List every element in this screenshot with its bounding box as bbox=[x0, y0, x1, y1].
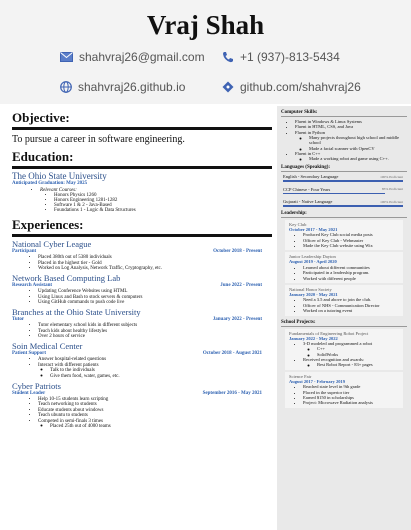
experience-bullet: • Placed 380th out of 5380 individuals bbox=[38, 255, 272, 260]
skill-subitem: ◦ Made a facial scanner with OpenCV bbox=[309, 146, 407, 151]
experience-item bbox=[12, 341, 272, 379]
project-subbullet: ◦ SolidWorks bbox=[317, 352, 399, 357]
experience-bullet: • Interact with different patients bbox=[38, 363, 272, 368]
language-bar bbox=[283, 193, 385, 195]
language-item bbox=[283, 187, 403, 195]
github-contact[interactable] bbox=[222, 80, 361, 94]
experience-org: Branches at the Ohio State University bbox=[12, 307, 141, 317]
objective-divider bbox=[12, 127, 272, 130]
objective-text: To pursue a career in software engineering. bbox=[12, 134, 185, 145]
experience-bullet: • Educate students about windows bbox=[38, 408, 272, 413]
language-label: CCP Chinese - Four Years bbox=[283, 186, 331, 192]
education-divider bbox=[12, 166, 272, 169]
language-bar bbox=[283, 180, 403, 182]
experiences-section bbox=[12, 217, 272, 429]
experience-org: Network Based Computing Lab bbox=[12, 273, 121, 283]
language-bar bbox=[283, 205, 403, 207]
header bbox=[0, 0, 411, 104]
experience-bullet: • Placed in the highest tier - Gold bbox=[38, 261, 272, 266]
leadership-bullet: • Produced Key Club social media posts bbox=[303, 232, 399, 237]
experience-bullets bbox=[12, 357, 272, 379]
leadership-item bbox=[285, 220, 403, 251]
courses-block bbox=[30, 188, 272, 213]
github-diamond-icon bbox=[222, 81, 234, 93]
language-item bbox=[283, 199, 403, 207]
leadership-title: Junior Leadership Dayton bbox=[289, 254, 336, 260]
experience-date: September 2016 - May 2021 bbox=[202, 390, 262, 396]
experience-bullet: • Competed in semi-finals 3 times bbox=[38, 419, 272, 424]
experience-date: October 2018 - August 2021 bbox=[202, 351, 262, 356]
language-label: English - Secondary Language bbox=[283, 174, 339, 180]
email-contact[interactable] bbox=[60, 50, 205, 64]
skill-subitem: ◦ Many projects throughout high school and middle school bbox=[309, 135, 407, 145]
experience-item bbox=[12, 307, 272, 339]
experience-bullet: • Answer hospital-related questions bbox=[38, 357, 272, 362]
experience-bullet: • Teach ubuntu to students bbox=[38, 413, 272, 418]
experience-item bbox=[12, 381, 272, 430]
experience-org: National Cyber League bbox=[12, 239, 92, 249]
education-heading: Education: bbox=[12, 149, 74, 164]
leadership-bullet: • Worked with different people bbox=[303, 276, 399, 281]
leadership-date: January 2020 - May 2021 bbox=[289, 291, 338, 297]
languages-divider bbox=[281, 171, 407, 172]
experience-date: October 2018 - Present bbox=[213, 249, 262, 254]
leadership-heading: Leadership: bbox=[281, 210, 307, 216]
experience-item bbox=[12, 273, 272, 305]
project-date: January 2022 - May 2022 bbox=[289, 335, 338, 341]
skill-subitem: ◦ Made a working robot and game using C++. bbox=[309, 156, 407, 161]
project-item bbox=[285, 329, 403, 370]
experience-item bbox=[12, 239, 272, 271]
projects-heading: School Projects: bbox=[281, 319, 316, 325]
languages-heading: Languages (Speaking): bbox=[281, 165, 331, 171]
experiences-heading: Experiences: bbox=[12, 217, 84, 232]
school-name: The Ohio State University bbox=[12, 171, 107, 181]
experience-role: Student Leader bbox=[12, 390, 46, 396]
project-bullet: • Received recognition and awards: bbox=[303, 357, 399, 362]
experience-bullet: • Using GitHub commands to push code live bbox=[38, 300, 272, 305]
skill-item: • Fluent in Python bbox=[295, 130, 407, 135]
sidebar bbox=[277, 106, 411, 530]
experience-bullet: • Worked on Log Analysis, Network Traffic, Cryptography, etc. bbox=[38, 266, 272, 271]
language-level: 100% Proficient bbox=[380, 174, 403, 179]
project-subbullet: ◦ Best Robot Report - 83+ pages bbox=[317, 362, 399, 367]
skill-item: • Fluent in Windows & Linux Systems bbox=[295, 119, 407, 124]
experience-subbullet: ◦ Talk to the individuals bbox=[50, 368, 272, 373]
globe-icon bbox=[60, 81, 72, 93]
website-text: shahvraj26.github.io bbox=[78, 80, 186, 94]
envelope-icon bbox=[60, 52, 73, 62]
experience-role: Research Assistant bbox=[12, 283, 53, 288]
project-title: Fundamentals of Engineering Robot Project bbox=[289, 330, 369, 336]
leadership-bullet: • Worked on a tutoring event bbox=[303, 308, 399, 313]
phone-text: +1 (937)-813-5434 bbox=[240, 50, 340, 64]
leadership-item bbox=[285, 285, 403, 316]
leadership-date: October 2017 - May 2021 bbox=[289, 226, 338, 232]
leadership-divider bbox=[281, 217, 407, 218]
experience-date: January 2022 - Present bbox=[212, 317, 262, 322]
leadership-bullet: • Officer of NHS - Communication Director bbox=[303, 303, 399, 308]
experience-bullets bbox=[12, 323, 272, 339]
email-text: shahvraj26@gmail.com bbox=[79, 50, 205, 64]
experience-role: Tutor bbox=[12, 317, 25, 322]
experience-bullet: • Teach networking to students bbox=[38, 402, 272, 407]
leadership-bullet: • Need a 3.5 and above to join the club. bbox=[303, 297, 399, 302]
experience-role: Participant bbox=[12, 249, 37, 254]
skill-item: • Fluent in C++ bbox=[295, 151, 407, 156]
experience-bullets bbox=[12, 289, 272, 305]
experience-date: June 2022 - Present bbox=[220, 283, 262, 288]
experience-bullet: • Over 2 hours of service bbox=[38, 334, 272, 339]
phone-icon bbox=[222, 51, 234, 63]
skills-list bbox=[281, 119, 407, 161]
project-bullet: • Placed in the superior tier bbox=[303, 390, 399, 395]
leadership-title: Key Club bbox=[289, 221, 307, 227]
project-title: Science Fair bbox=[289, 373, 312, 379]
leadership-item bbox=[285, 252, 403, 283]
project-bullet: • 3-D modeled and programmed a robot bbox=[303, 341, 399, 346]
language-item bbox=[283, 174, 403, 182]
course-item: • Software 1 & 2 - Java-Based bbox=[54, 203, 272, 208]
language-level: 100% Proficient bbox=[380, 199, 403, 204]
name-title: Vraj Shah bbox=[146, 10, 265, 40]
objective-section bbox=[12, 110, 272, 145]
experience-bullet: • Tutor elementary school kids in different subjects bbox=[38, 323, 272, 328]
course-item: • Honors Physics 1260 bbox=[54, 193, 272, 198]
experience-subbullet: ◦ Placed 25th out of 4000 teams bbox=[50, 424, 272, 429]
project-date: August 2017 - February 2019 bbox=[289, 378, 345, 384]
leadership-bullet: • Learned about different communities bbox=[303, 265, 399, 270]
skill-item: • Fluent in HTML, CSS, and Java bbox=[295, 124, 407, 129]
experience-org: Cyber Patriots bbox=[12, 380, 61, 391]
experience-bullet: • Teach kids about healthy lifestyles bbox=[38, 329, 272, 334]
experiences-divider bbox=[12, 234, 272, 237]
project-bullet: • Reached state level in 9th grade bbox=[303, 384, 399, 389]
leadership-title: National Honor Society bbox=[289, 286, 332, 292]
experience-role: Patient Support bbox=[12, 351, 47, 356]
experience-bullets bbox=[12, 255, 272, 271]
objective-heading: Objective: bbox=[12, 110, 70, 125]
experience-bullet: • Using Linux and Bash to stock servers & computers bbox=[38, 295, 272, 300]
leadership-bullet: • Participated in a leadership program. bbox=[303, 270, 399, 275]
main-column bbox=[12, 110, 272, 530]
phone-contact[interactable] bbox=[222, 50, 340, 64]
course-item: • Foundations 1 - Logic & Data Structures bbox=[54, 208, 272, 213]
experience-bullets bbox=[12, 397, 272, 430]
skills-heading: Computer Skills: bbox=[281, 110, 318, 115]
leadership-date: August 2019 - April 2020 bbox=[289, 259, 337, 265]
language-level: 85% Proficient bbox=[381, 187, 403, 192]
skills-divider bbox=[281, 116, 407, 117]
github-text: github.com/shahvraj26 bbox=[240, 80, 361, 94]
project-subbullet: ◦ C++ bbox=[317, 346, 399, 351]
experience-bullet: • Updating Conference Websites using HTML bbox=[38, 289, 272, 294]
graduation-date: Anticipated Graduation: May 2025 bbox=[12, 181, 88, 186]
projects-divider bbox=[281, 326, 407, 327]
project-item bbox=[285, 372, 403, 408]
experience-bullet: • Help 10-15 students learn scripting bbox=[38, 397, 272, 402]
leadership-bullet: • Officer of Key Club - Webmaster bbox=[303, 238, 399, 243]
project-bullet: • Earned $150 in scholarships bbox=[303, 395, 399, 400]
courses-label: • Relevant Courses: bbox=[40, 188, 272, 193]
project-bullet: • Project: Microwave Radiation analysis bbox=[303, 400, 399, 405]
website-contact[interactable] bbox=[60, 80, 185, 94]
education-section bbox=[12, 149, 272, 213]
experience-org: Soin Medical Center bbox=[12, 341, 83, 351]
language-label: Gujarati - Native Language bbox=[283, 199, 333, 205]
experience-subbullet: ◦ Give them food, water, games, etc. bbox=[50, 374, 272, 379]
leadership-bullet: • Made the Key Club website using Wix bbox=[303, 243, 399, 248]
course-item: • Honors Engineering 1281-1282 bbox=[54, 198, 272, 203]
